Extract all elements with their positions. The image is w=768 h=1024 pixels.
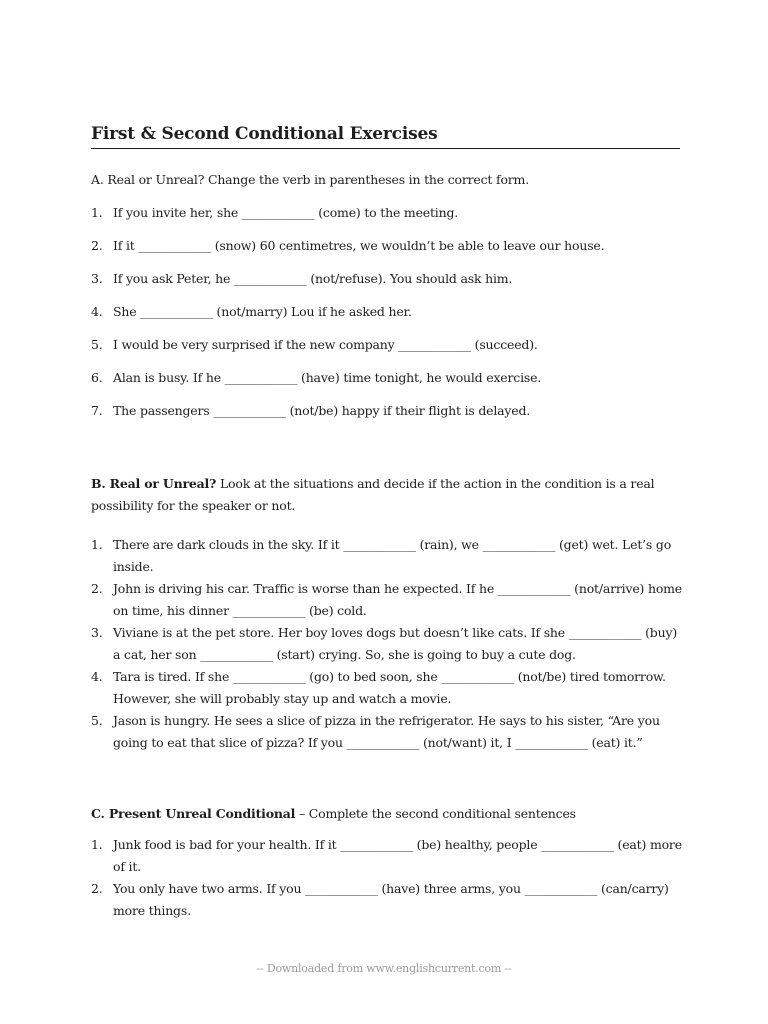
item-text: I would be very surprised if the new company ____________ (succeed).: [113, 337, 538, 352]
section-c-heading-rest: – Complete the second conditional sentences: [295, 806, 576, 821]
page-title: First & Second Conditional Exercises: [91, 124, 438, 144]
item-number: 7.: [91, 403, 103, 418]
section-b-heading-rest: Look at the situations and decide if the action in the condition is a real possibility for the speaker or not.: [91, 476, 655, 513]
item-number: 1.: [91, 537, 103, 552]
item-text: She ____________ (not/marry) Lou if he asked her.: [113, 304, 412, 319]
item-text: You only have two arms. If you ____________ (have) three arms, you ____________ (can/carry) more things.: [113, 881, 669, 918]
item-number: 3.: [91, 625, 103, 640]
item-number: 2.: [91, 238, 103, 253]
item-number: 1.: [91, 205, 103, 220]
section-c-list: [91, 834, 686, 922]
section-b-heading: [91, 473, 686, 517]
item-text: If it ____________ (snow) 60 centimetres, we wouldn’t be able to leave our house.: [113, 238, 605, 253]
list-item: [91, 303, 686, 321]
section-a-list: [91, 204, 686, 435]
item-number: 4.: [91, 304, 103, 319]
section-a-heading: A. Real or Unreal? Change the verb in parentheses in the correct form.: [91, 172, 529, 187]
list-item: [91, 270, 686, 288]
item-number: 3.: [91, 271, 103, 286]
item-text: There are dark clouds in the sky. If it ____________ (rain), we ____________ (get) wet. Let’s go inside.: [113, 537, 672, 574]
list-item: [91, 710, 686, 754]
item-text: John is driving his car. Traffic is worse than he expected. If he ____________ (not/arrive) home on time, his dinner ____________ (be) cold.: [113, 581, 683, 618]
list-item: [91, 666, 686, 710]
title-underline: [91, 148, 680, 149]
item-text: If you invite her, she ____________ (come) to the meeting.: [113, 205, 459, 220]
item-text: Tara is tired. If she ____________ (go) to bed soon, she ____________ (not/be) tired tomorrow. However, she will probably stay up and watch a movie.: [113, 669, 666, 706]
list-item: [91, 578, 686, 622]
item-text: Viviane is at the pet store. Her boy loves dogs but doesn’t like cats. If she ____________ (buy) a cat, her son ____________ (start) crying. So, she is going to buy a cute dog.: [113, 625, 677, 662]
list-item: [91, 336, 686, 354]
list-item: [91, 237, 686, 255]
item-text: Alan is busy. If he ____________ (have) time tonight, he would exercise.: [113, 370, 542, 385]
section-b-heading-bold: B. Real or Unreal?: [91, 476, 217, 491]
list-item: [91, 369, 686, 387]
list-item: [91, 834, 686, 878]
list-item: [91, 878, 686, 922]
download-footer: -- Downloaded from www.englishcurrent.com --: [256, 962, 512, 975]
item-text: Jason is hungry. He sees a slice of pizza in the refrigerator. He says to his sister, “Are you going to eat that slice of pizza? If you ____________ (not/want) it, I ____________ (eat) it.”: [113, 713, 660, 750]
item-number: 4.: [91, 669, 103, 684]
item-text: Junk food is bad for your health. If it ____________ (be) healthy, people ____________ (eat) more of it.: [113, 837, 682, 874]
item-text: The passengers ____________ (not/be) happy if their flight is delayed.: [113, 403, 531, 418]
list-item: [91, 402, 686, 420]
item-number: 5.: [91, 713, 103, 728]
item-number: 1.: [91, 837, 103, 852]
item-number: 5.: [91, 337, 103, 352]
section-c-heading: [91, 803, 686, 825]
section-c-heading-bold: C. Present Unreal Conditional: [91, 806, 296, 821]
list-item: [91, 204, 686, 222]
item-number: 6.: [91, 370, 103, 385]
list-item: [91, 622, 686, 666]
list-item: [91, 534, 686, 578]
item-text: If you ask Peter, he ____________ (not/refuse). You should ask him.: [113, 271, 513, 286]
section-b-list: [91, 534, 686, 754]
item-number: 2.: [91, 881, 103, 896]
item-number: 2.: [91, 581, 103, 596]
